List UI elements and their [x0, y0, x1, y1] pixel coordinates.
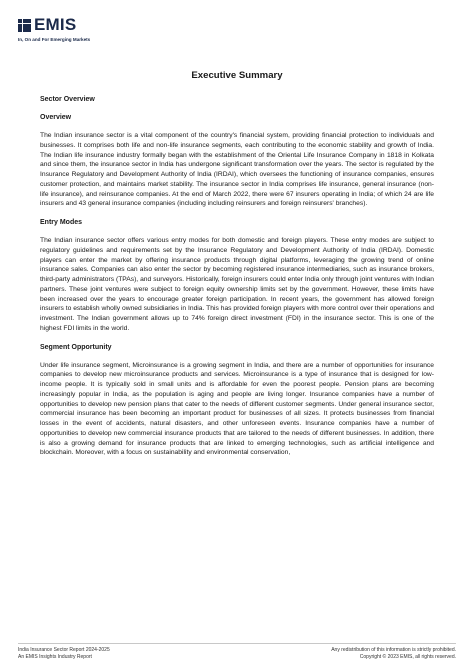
- brand-name: EMIS: [34, 15, 77, 34]
- emis-logo-icon: [18, 19, 31, 32]
- footer-report-subtitle: An EMIS Insights Industry Report: [18, 654, 92, 660]
- page-title: Executive Summary: [191, 70, 283, 81]
- footer-redistribution-notice: Any redistribution of this information is strictly prohibited.: [331, 647, 456, 653]
- paragraph-segment-opportunity: Under life insurance segment, Microinsurance is a growing segment in India, and there are a number of opportunities for insurance companies to develop new microinsurance products and services. Microinsurance is a type of insurance that is designed for low-income people. It is typically sold in small units and is affordable for even the poorest people. Pension plans are becoming increasingly popular in India, as the population is aging and people are living longer. Insurance companies have a number of opportunities to develop new pension plans that cater to the needs of different customer segments. Under general insurance sector, commercial insurance has been becoming an important product for businesses of all sizes. It protects businesses from financial losses in the event of accidents, natural disasters, and other unforeseen events. Insurance companies have a number of opportunities to develop new commercial insurance products that are tailored to the needs of different businesses. In addition, there is also a growing demand for insurance products that are linked to emerging technologies, such as artificial intelligence and blockchain. Moreover, with a focus on sustainability and environmental conservation,: [40, 361, 434, 457]
- footer-divider: [18, 643, 456, 644]
- emis-logo: [18, 15, 128, 52]
- brand-tagline: In, On and For Emerging Markets: [18, 37, 91, 42]
- paragraph-entry-modes: The Indian insurance sector offers various entry modes for both domestic and foreign players. These entry modes are subject to regulatory guidelines and requirements set by the Insurance Regulatory and Development Authority of India (IRDAI). Domestic players can enter the market by offering insurance products through digital platforms, leveraging the growing trend of online insurance sales. Companies can also enter the sector by becoming registered insurance intermediaries, such as insurance brokers, third-party administrators (TPAs), and surveyors. Historically, foreign insurers could enter India only through joint ventures with Indian partners. These joint ventures were subject to foreign equity ownership limits set by the government. However, these limits have been increased over the years to encourage greater foreign participation. In recent years, the government has allowed foreign insurers to establish wholly owned subsidiaries in India. This has provided foreign players with more control over their operations and investment. The Indian government allows up to 74% foreign direct investment (FDI) in the insurance sector. This is one of the highest FDI limits in the world.: [40, 237, 434, 332]
- footer-report-title: India Insurance Sector Report 2024-2025: [18, 647, 110, 653]
- document-body: [40, 95, 434, 467]
- footer-report-info: [18, 647, 110, 661]
- paragraph-overview: The Indian insurance sector is a vital component of the country's financial system, providing financial protection to individuals and businesses. It comprises both life and non-life insurance segments, each contributing to the economic stability and growth of India. The Indian life insurance industry formally began with the establishment of the Oriental Life Insurance Company in 1818 in Kolkata and since them, the insurance sector in India has undergone significant transformation over the years. The sector is regulated by the Insurance Regulatory and Development Authority of India (IRDAI), which oversees the functioning of insurance companies, ensures customer protection, and maintains market stability. The insurance sector in India comprises life insurance, general insurance (non-life insurance), and reinsurance companies. At the end of March 2022, there were 67 insurers operating in India; of which 24 are life insurers and 43 general insurance companies (including including reinsurers and foreign reinsurers' branches).: [40, 132, 434, 208]
- section-heading-segment-opportunity: Segment Opportunity: [40, 343, 112, 351]
- footer-copyright-text: Copyright © 2023 EMIS, all rights reserved.: [359, 654, 456, 660]
- footer-copyright: [331, 647, 456, 661]
- section-heading-overview: Overview: [40, 114, 72, 121]
- section-heading-sector-overview: Sector Overview: [40, 96, 95, 103]
- section-heading-entry-modes: Entry Modes: [40, 219, 83, 226]
